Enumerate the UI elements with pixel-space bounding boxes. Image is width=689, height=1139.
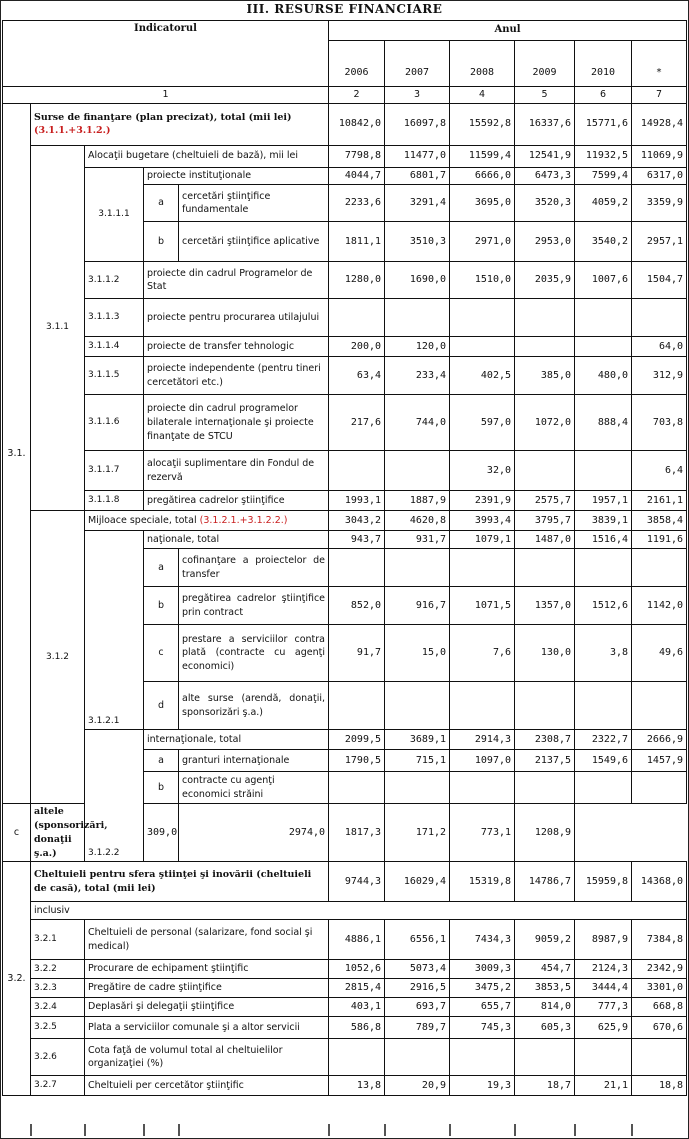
value-cell: 454,7 [515,960,575,979]
value-cell: 11599,4 [450,145,515,167]
value-cell: 852,0 [329,587,385,625]
value-cell [575,451,632,491]
value-cell [385,682,450,730]
value-cell: 693,7 [385,998,450,1017]
value-cell: 6666,0 [450,167,515,185]
value-cell: 4059,2 [575,185,632,222]
value-cell: 6317,0 [632,167,687,185]
table-row [3,531,687,549]
value-cell: 6473,3 [515,167,575,185]
value-cell: 1208,9 [515,804,575,862]
value-cell: 1457,9 [632,750,687,772]
row-letter: a [144,549,179,587]
budget-allocations-label: Alocaţii bugetare (cheltuieli de bază), mii lei [85,145,329,167]
value-cell: 3540,2 [575,222,632,262]
value-cell [329,682,385,730]
value-cell: 14368,0 [632,862,687,902]
value-cell: 4886,1 [329,920,385,960]
value-cell [515,299,575,337]
row-label: Procurare de echipament ştiinţific [85,960,329,979]
value-cell: 1072,0 [515,395,575,451]
value-cell [575,772,632,804]
value-cell: 1280,0 [329,262,385,299]
value-cell: 670,6 [632,1017,687,1039]
value-cell: 3689,1 [385,730,450,750]
value-cell: 2124,3 [575,960,632,979]
bottom-edge-ticks [2,1124,686,1136]
table-row [3,1076,687,1096]
value-cell: 21,1 [575,1076,632,1096]
value-cell: 1510,0 [450,262,515,299]
value-cell [632,772,687,804]
value-cell: 14928,4 [632,103,687,145]
value-cell [632,682,687,730]
section-3-1-2-1: 3.1.2.1 [85,531,144,730]
section-3-1-2-2: 3.1.2.2 [85,730,144,862]
row-label: Cheltuieli per cercetător ştiinţific [85,1076,329,1096]
row-label: Cota faţă de volumul total al cheltuielilor organizaţiei (%) [85,1039,329,1076]
value-cell: 668,8 [632,998,687,1017]
row-code: 3.2.6 [31,1039,85,1076]
value-cell: 6556,1 [385,920,450,960]
tick-mark [514,1124,516,1136]
value-cell: 703,8 [632,395,687,451]
value-cell: 9059,2 [515,920,575,960]
value-cell: 943,7 [329,531,385,549]
row-label: cercetări ştiinţifice aplicative [179,222,329,262]
column-number: 3 [385,87,450,104]
value-cell: 15,0 [385,625,450,682]
formula-ref: (3.1.2.1.+3.1.2.2.) [199,514,288,526]
value-cell: 312,9 [632,357,687,395]
row-label: proiecte instituţionale [144,167,329,185]
row-label: Pregătire de cadre ştiinţifice [85,979,329,998]
value-cell: 480,0 [575,357,632,395]
value-cell: 2815,4 [329,979,385,998]
value-cell: 916,7 [385,587,450,625]
value-cell [329,1039,385,1076]
value-cell: 11932,5 [575,145,632,167]
table-row [3,145,687,167]
value-cell [632,1039,687,1076]
value-cell: 773,1 [450,804,515,862]
tick-mark [328,1124,330,1136]
section-3-1: 3.1. [3,103,31,804]
value-cell: 2957,1 [632,222,687,262]
value-cell: 2914,3 [450,730,515,750]
table-row [3,87,687,104]
value-cell: 11477,0 [385,145,450,167]
value-cell: 16097,8 [385,103,450,145]
value-cell: 6,4 [632,451,687,491]
value-cell [575,299,632,337]
value-cell: 3853,5 [515,979,575,998]
value-cell: 5073,4 [385,960,450,979]
value-cell [385,299,450,337]
value-cell: 8987,9 [575,920,632,960]
row-label: internaţionale, total [144,730,329,750]
row-code: 3.2.5 [31,1017,85,1039]
row-label: proiecte de transfer tehnologic [144,337,329,357]
value-cell: 2035,9 [515,262,575,299]
value-cell [329,299,385,337]
value-cell: 744,0 [385,395,450,451]
value-cell: 586,8 [329,1017,385,1039]
value-cell: 3301,0 [632,979,687,998]
table-row [3,902,687,920]
section-title: III. RESURSE FINANCIARE [246,2,443,16]
value-cell: 49,6 [632,625,687,682]
tick-mark [178,1124,180,1136]
value-cell [450,682,515,730]
value-cell: 200,0 [329,337,385,357]
row-code: 3.1.1.4 [85,337,144,357]
value-cell: 19,3 [450,1076,515,1096]
row-label: Cheltuieli de personal (salarizare, fond social şi medical) [85,920,329,960]
row-label: proiecte din cadrul Programelor de Stat [144,262,329,299]
value-cell: 597,0 [450,395,515,451]
row-label: cofinanţare a proiectelor de transfer [179,549,329,587]
value-cell: 2099,5 [329,730,385,750]
value-cell: 32,0 [450,451,515,491]
value-cell: 1887,9 [385,491,450,511]
value-cell: 91,7 [329,625,385,682]
value-cell [515,549,575,587]
value-cell: 9744,3 [329,862,385,902]
value-cell [632,549,687,587]
table-row [3,21,687,41]
value-cell [515,682,575,730]
value-cell: 745,3 [450,1017,515,1039]
table-row [3,262,687,299]
value-cell: 1052,6 [329,960,385,979]
year-header: 2008 [450,41,515,87]
value-cell: 171,2 [385,804,450,862]
tick-mark [143,1124,145,1136]
value-cell: 16337,6 [515,103,575,145]
value-cell: 309,0 [144,804,179,862]
value-cell: 15319,8 [450,862,515,902]
value-cell: 625,9 [575,1017,632,1039]
value-cell: 1071,5 [450,587,515,625]
table-row [3,920,687,960]
column-number: 2 [329,87,385,104]
tick-mark [84,1124,86,1136]
column-number: 7 [632,87,687,104]
tick-mark [631,1124,633,1136]
value-cell: 7384,8 [632,920,687,960]
row-code: 3.2.1 [31,920,85,960]
value-cell: 2342,9 [632,960,687,979]
value-cell: 605,3 [515,1017,575,1039]
value-cell: 1811,1 [329,222,385,262]
value-cell: 2161,1 [632,491,687,511]
row-label: proiecte independente (pentru tineri cercetători etc.) [144,357,329,395]
value-cell: 1957,1 [575,491,632,511]
row-letter: a [144,185,179,222]
value-cell: 715,1 [385,750,450,772]
value-cell: 3858,4 [632,511,687,531]
value-cell: 4044,7 [329,167,385,185]
tick-mark [574,1124,576,1136]
table-row [3,730,687,750]
value-cell: 777,3 [575,998,632,1017]
value-cell: 2916,5 [385,979,450,998]
row-label: pregătirea cadrelor ştiinţifice [144,491,329,511]
value-cell: 7,6 [450,625,515,682]
value-cell: 4620,8 [385,511,450,531]
value-cell: 385,0 [515,357,575,395]
value-cell: 3475,2 [450,979,515,998]
value-cell: 2953,0 [515,222,575,262]
row-letter: b [144,587,179,625]
section-3-2: 3.2. [3,862,31,1096]
table-row [3,167,687,185]
row-code: 3.2.2 [31,960,85,979]
value-cell [575,337,632,357]
value-cell [515,1039,575,1076]
value-cell: 3695,0 [450,185,515,222]
value-cell [450,337,515,357]
value-cell: 18,8 [632,1076,687,1096]
value-cell: 16029,4 [385,862,450,902]
row-label: cercetări ştiinţifice fundamentale [179,185,329,222]
value-cell [385,1039,450,1076]
value-cell [450,1039,515,1076]
row-code: 3.2.4 [31,998,85,1017]
value-cell: 3520,3 [515,185,575,222]
tick-mark [449,1124,451,1136]
value-cell: 2322,7 [575,730,632,750]
year-header: 2006 [329,41,385,87]
value-cell: 2971,0 [450,222,515,262]
value-cell: 18,7 [515,1076,575,1096]
table-row [3,451,687,491]
row-label: Plata a serviciilor comunale şi a altor servicii [85,1017,329,1039]
value-cell: 20,9 [385,1076,450,1096]
value-cell: 2308,7 [515,730,575,750]
value-cell: 2137,5 [515,750,575,772]
value-cell: 3510,3 [385,222,450,262]
value-cell: 3795,7 [515,511,575,531]
row-letter: a [144,750,179,772]
value-cell: 2974,0 [179,804,329,862]
value-cell: 14786,7 [515,862,575,902]
value-cell: 130,0 [515,625,575,682]
value-cell: 3,8 [575,625,632,682]
row-label: proiecte din cadrul programelor bilaterale internaţionale şi proiecte finanţate de STCU [144,395,329,451]
value-cell: 2391,9 [450,491,515,511]
section-3-1-1-1: 3.1.1.1 [85,167,144,262]
value-cell: 13,8 [329,1076,385,1096]
value-cell: 2575,7 [515,491,575,511]
value-cell: 3839,1 [575,511,632,531]
value-cell: 3993,4 [450,511,515,531]
row-label: prestare a serviciilor contra plată (contracte cu agenţi economici) [179,625,329,682]
value-cell: 3444,4 [575,979,632,998]
value-cell: 1487,0 [515,531,575,549]
value-cell: 15959,8 [575,862,632,902]
special-funds-label [85,511,329,531]
value-cell: 655,7 [450,998,515,1017]
value-cell: 3043,2 [329,511,385,531]
value-cell: 217,6 [329,395,385,451]
row-label: alocaţii suplimentare din Fondul de rezervă [144,451,329,491]
value-cell: 3359,9 [632,185,687,222]
value-cell: 233,4 [385,357,450,395]
row-letter: c [144,625,179,682]
table-row [3,299,687,337]
value-cell: 403,1 [329,998,385,1017]
value-cell [575,1039,632,1076]
value-cell [450,772,515,804]
value-cell: 1357,0 [515,587,575,625]
value-cell: 814,0 [515,998,575,1017]
value-cell: 10842,0 [329,103,385,145]
value-cell: 1142,0 [632,587,687,625]
value-cell: 1191,6 [632,531,687,549]
value-cell: 1993,1 [329,491,385,511]
value-cell: 888,4 [575,395,632,451]
value-cell [385,772,450,804]
row-code: 3.1.1.2 [85,262,144,299]
indicator-header: Indicatorul [3,21,329,87]
total-sources-label [31,103,329,145]
column-number: 6 [575,87,632,104]
row-letter: b [144,772,179,804]
value-cell: 1690,0 [385,262,450,299]
value-cell: 15592,8 [450,103,515,145]
year-group-header: Anul [329,21,687,41]
row-letter: d [144,682,179,730]
value-cell [450,299,515,337]
row-code: 3.2.3 [31,979,85,998]
value-cell: 63,4 [329,357,385,395]
value-cell: 789,7 [385,1017,450,1039]
value-cell: 931,7 [385,531,450,549]
year-header: 2009 [515,41,575,87]
value-cell [329,451,385,491]
expenditures-label: Cheltuieli pentru sfera ştiinţei şi inovării (cheltuieli de casă), total (mii lei) [31,862,329,902]
value-cell: 2233,6 [329,185,385,222]
row-label: naţionale, total [144,531,329,549]
value-cell: 2666,9 [632,730,687,750]
value-cell: 11069,9 [632,145,687,167]
table-row [3,1017,687,1039]
row-label: Deplasări şi delegaţii ştiinţifice [85,998,329,1017]
value-cell: 64,0 [632,337,687,357]
table-row [3,103,687,145]
table-row [3,998,687,1017]
value-cell [575,682,632,730]
value-cell: 1817,3 [329,804,385,862]
value-cell [575,549,632,587]
column-number: 1 [3,87,329,104]
section-3-1-1: 3.1.1 [31,145,85,511]
value-cell [385,451,450,491]
row-code: 3.1.1.3 [85,299,144,337]
value-cell: 1007,6 [575,262,632,299]
row-code: 3.1.1.8 [85,491,144,511]
row-letter: b [144,222,179,262]
label-text: Surse de finanţare (plan precizat), total (mii lei) [34,111,292,123]
value-cell: 120,0 [385,337,450,357]
value-cell: 1097,0 [450,750,515,772]
table-row [3,960,687,979]
value-cell: 1512,6 [575,587,632,625]
table-row [3,1039,687,1076]
value-cell [329,549,385,587]
row-code: 3.1.1.5 [85,357,144,395]
table-row [3,337,687,357]
year-header: * [632,41,687,87]
value-cell: 7599,4 [575,167,632,185]
table-row [3,491,687,511]
value-cell [385,549,450,587]
value-cell [515,772,575,804]
value-cell [450,549,515,587]
value-cell: 6801,7 [385,167,450,185]
row-code: 3.1.1.6 [85,395,144,451]
value-cell: 3291,4 [385,185,450,222]
row-label: pregătirea cadrelor ştiinţifice prin contract [179,587,329,625]
row-code: 3.1.1.7 [85,451,144,491]
table-row [3,357,687,395]
row-code: 3.2.7 [31,1076,85,1096]
value-cell: 1549,6 [575,750,632,772]
tick-mark [30,1124,32,1136]
section-3-1-2: 3.1.2 [31,511,85,804]
value-cell: 402,5 [450,357,515,395]
year-header: 2007 [385,41,450,87]
value-cell: 15771,6 [575,103,632,145]
row-label: granturi internaţionale [179,750,329,772]
value-cell: 3009,3 [450,960,515,979]
column-number: 4 [450,87,515,104]
value-cell [632,299,687,337]
value-cell [515,337,575,357]
value-cell: 12541,9 [515,145,575,167]
value-cell: 7434,3 [450,920,515,960]
row-label: contracte cu agenţi economici străini [179,772,329,804]
tick-mark [384,1124,386,1136]
formula-ref: (3.1.1.+3.1.2.) [34,125,111,137]
value-cell: 1790,5 [329,750,385,772]
value-cell [329,772,385,804]
column-number: 5 [515,87,575,104]
table-row [3,511,687,531]
label-text: Mijloace speciale, total [88,514,197,526]
value-cell: 1504,7 [632,262,687,299]
inclusiv-label: inclusiv [31,902,687,920]
row-letter: c [3,804,31,862]
value-cell: 7798,8 [329,145,385,167]
row-label: proiecte pentru procurarea utilajului [144,299,329,337]
table-row [3,862,687,902]
value-cell [515,451,575,491]
financial-resources-table [2,20,687,1096]
value-cell: 1079,1 [450,531,515,549]
year-header: 2010 [575,41,632,87]
row-label: alte surse (arendă, donaţii, sponsorizări ş.a.) [179,682,329,730]
table-row [3,979,687,998]
table-row [3,395,687,451]
row-label: altele (sponsorizări, donaţii ş.a.) [31,804,85,862]
value-cell: 1516,4 [575,531,632,549]
